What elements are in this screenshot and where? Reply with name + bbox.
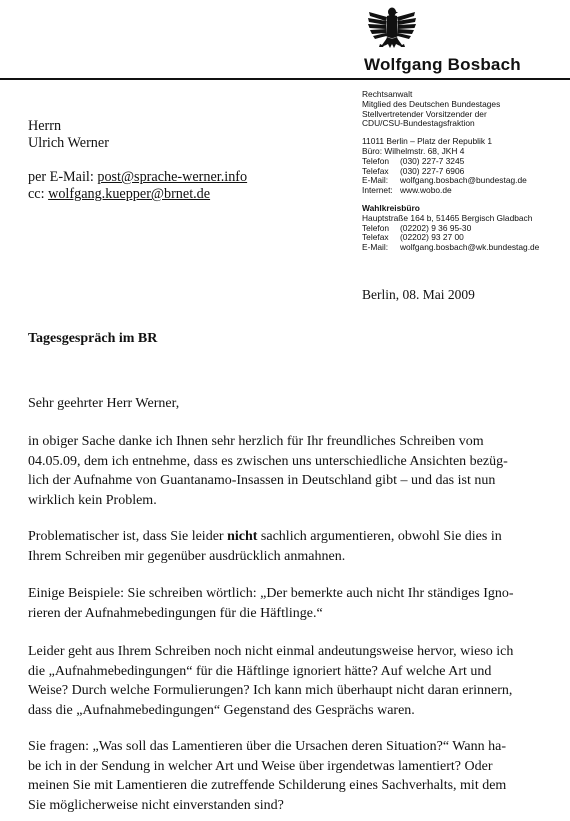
paragraph-line: lich der Aufnahme von Guantanamo-Insassen in Deutschland gibt – und das ist nun — [28, 473, 496, 488]
contact-website-link[interactable]: www.wobo.de — [400, 185, 452, 196]
contact-value: (02202) 93 27 00 — [400, 232, 464, 243]
paragraph-line — [28, 527, 502, 547]
berlin-contact-row — [362, 186, 567, 196]
district-office-title: Wahlkreisbüro — [362, 202, 420, 213]
paragraph-line: die „Aufnahmebedingungen“ für die Häftlinge ignoriert hätte? Auf welche Art und — [28, 663, 492, 679]
berlin-contact-row — [362, 157, 567, 167]
paragraph-line: 04.05.09, dem ich entnehme, dass es zwischen uns unterschiedliche Ansichten bezüg- — [28, 453, 508, 469]
contact-value: (030) 227-7 3245 — [400, 155, 465, 166]
letter-salutation: Sehr geehrter Herr Werner, — [28, 396, 180, 411]
district-contact-row — [362, 243, 567, 253]
recipient-salutation-line: Herrn — [28, 118, 62, 134]
body-paragraph-1 — [28, 432, 508, 510]
paragraph-line: Weise? Durch welche Formulierungen? Ich kann mich überhaupt nicht daran erinnern, — [28, 683, 513, 698]
recipient-name: Ulrich Werner — [28, 135, 109, 151]
contact-label: Telefax — [362, 232, 389, 243]
paragraph-line: Ihrem Schreiben mir gegenüber ausdrücklich anmahnen. — [28, 548, 346, 564]
paragraph-line: Leider geht aus Ihrem Schreiben noch nicht einmal andeutungsweise hervor, wieso ich — [28, 644, 514, 659]
contact-email-link[interactable]: wolfgang.bosbach@wk.bundestag.de — [400, 242, 540, 253]
district-contact-row — [362, 224, 567, 234]
paragraph-line: wirklich kein Problem. — [28, 492, 157, 508]
paragraph-line: Einige Beispiele: Sie schreiben wörtlich: „Der bemerkte auch nicht Ihr ständiges Igno- — [28, 586, 514, 601]
recipient-email-line — [28, 169, 247, 186]
district-address-line: Hauptstraße 164 b, 51465 Bergisch Gladbach — [362, 212, 533, 223]
recipient-email-link[interactable]: post@sprache-werner.info — [97, 169, 248, 185]
paragraph-line: dass die „Aufnahmebedingungen“ Gegenstand des Gesprächs waren. — [28, 702, 415, 718]
federal-eagle-icon — [367, 6, 417, 52]
paragraph-text: sachlich argumentieren, obwohl Sie dies in — [257, 529, 502, 544]
body-paragraph-5 — [28, 737, 506, 815]
sender-title-line: Stellvertretender Vorsitzender der — [362, 108, 487, 119]
paragraph-line: Sie fragen: „Was soll das Lamentieren über die Ursachen deren Situation?“ Wann ha- — [28, 739, 506, 754]
body-paragraph-4 — [28, 642, 513, 720]
emphasized-word: nicht — [227, 529, 258, 544]
recipient-block — [28, 118, 247, 203]
berlin-address-line: 11011 Berlin – Platz der Republik 1 — [362, 136, 493, 147]
body-paragraph-2 — [28, 527, 502, 566]
contact-label: Internet: — [362, 185, 393, 196]
contact-value: (030) 227-7 6906 — [400, 165, 465, 176]
letter-date: Berlin, 08. Mai 2009 — [362, 287, 475, 302]
sender-title-line: Rechtsanwalt — [362, 89, 413, 99]
email-prefix: per E-Mail: — [28, 169, 98, 185]
contact-label: Telefon — [362, 222, 390, 233]
contact-label: E-Mail: — [362, 175, 389, 186]
paragraph-line: in obiger Sache danke ich Ihnen sehr herzlich für Ihr freundliches Schreiben vom — [28, 434, 484, 449]
sender-title-line: Mitglied des Deutschen Bundestages — [362, 98, 501, 109]
recipient-cc-line — [28, 186, 247, 203]
contact-label: Telefax — [362, 165, 389, 176]
sender-name: Wolfgang Bosbach — [364, 55, 521, 74]
contact-value: (02202) 9 36 95-30 — [400, 222, 472, 233]
contact-email-link[interactable]: wolfgang.bosbach@bundestag.de — [400, 175, 527, 186]
sender-info-block — [362, 90, 567, 253]
berlin-contact-row — [362, 176, 567, 186]
contact-label: Telefon — [362, 155, 390, 166]
body-paragraph-3 — [28, 584, 514, 623]
paragraph-line: be ich in der Sendung in welcher Art und Weise über irgendetwas lamentiert? Oder — [28, 758, 493, 774]
contact-label: E-Mail: — [362, 242, 389, 253]
paragraph-line: meinen Sie mit Lamentieren die zutreffende Schilderung eines Sachverhalts, mit dem — [28, 778, 507, 793]
berlin-address-line: Büro: Wilhelmstr. 68, JKH 4 — [362, 145, 465, 156]
paragraph-line: rieren der Aufnahmebedingungen für die Häftlinge.“ — [28, 605, 323, 621]
paragraph-line: Sie möglicherweise nicht einverstanden sind? — [28, 797, 284, 813]
cc-email-link[interactable]: wolfgang.kuepper@brnet.de — [48, 186, 211, 202]
cc-prefix: cc: — [28, 186, 49, 202]
letter-subject: Tagesgespräch im BR — [28, 331, 158, 346]
paragraph-text: Problematischer ist, dass Sie leider — [28, 529, 228, 544]
sender-title-line: CDU/CSU-Bundestagsfraktion — [362, 118, 475, 129]
header-divider — [0, 78, 570, 80]
